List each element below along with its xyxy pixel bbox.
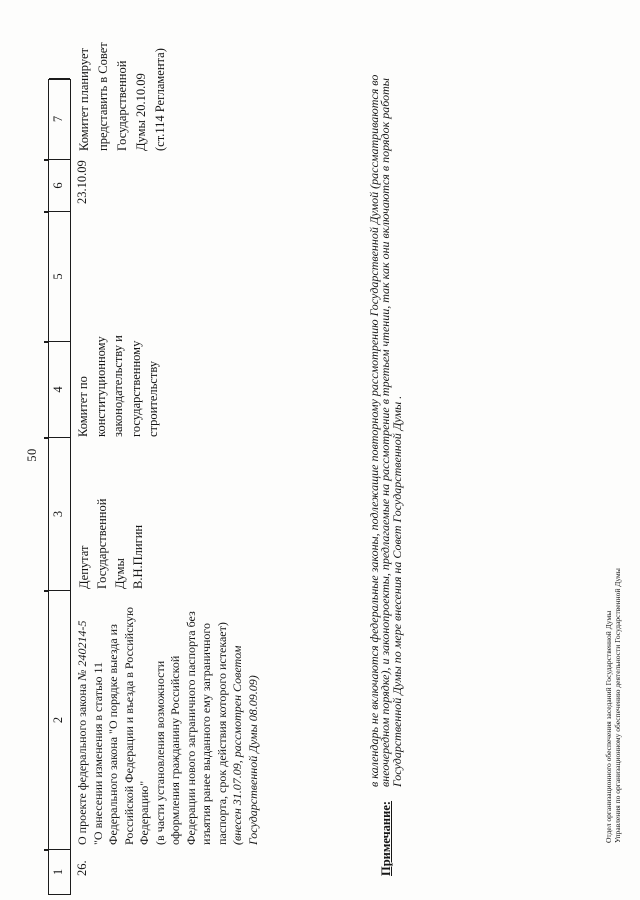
table-header-row	[48, 79, 71, 895]
footer-line: Отдел организационного обеспечения заседаний Государственной Думы	[604, 610, 613, 843]
committee-line: строительству	[146, 360, 160, 437]
header-cell-5: 5	[49, 211, 70, 341]
header-cell-4: 4	[49, 341, 70, 437]
bill-line: Федерацию"	[137, 780, 151, 845]
plan-line: Думы 20.10.09	[134, 73, 148, 151]
plan-line: представить в Совет	[96, 42, 110, 151]
bill-line: Федерального закона "О порядке выезда из	[106, 624, 120, 845]
header-cell-2: 2	[49, 590, 70, 849]
note-label: Примечание:	[378, 800, 393, 876]
plan-cell	[75, 42, 261, 160]
bill-line: "О внесении изменения в статью 11	[90, 662, 105, 845]
plan-line: Комитет планирует	[77, 48, 91, 151]
bill-line: паспорта, срок действия которого истекает)	[214, 622, 229, 845]
row-number-cell: 26.	[75, 860, 89, 876]
bill-line: (в части установления возможности	[152, 660, 167, 845]
note-text	[369, 75, 403, 787]
header-cell-6: 6	[49, 159, 70, 211]
note-block	[369, 75, 403, 876]
bill-submitted-line: Государственной Думы 08.09.09)	[245, 675, 260, 845]
committee-line: Комитет по	[76, 376, 90, 437]
committee-cell	[75, 335, 261, 438]
plan-line: (ст.114 Регламента)	[153, 48, 167, 151]
bill-cell	[75, 591, 261, 850]
header-cell-7: 7	[49, 78, 70, 159]
initiator-line: Государственной	[95, 498, 109, 589]
column-divider-tick	[44, 159, 49, 161]
initiator-line: Думы	[113, 558, 127, 589]
column-divider-tick	[44, 211, 49, 213]
calendar-table	[48, 42, 261, 895]
bill-line: изъятия ранее выданного ему заграничного	[199, 622, 213, 845]
committee-line: государственному	[128, 340, 143, 437]
date-cell: 23.10.09	[75, 160, 89, 204]
committee-line: конституционному	[93, 336, 108, 437]
initiator-cell	[75, 438, 261, 591]
note-line: Государственной Думы по мере внесения на Совет Государственной Думы .	[389, 395, 404, 787]
committee-line: законодательству и	[111, 335, 125, 437]
bill-submitted-line: (внесен 31.07.09, рассмотрен Советом	[230, 645, 244, 845]
column-divider-tick	[44, 437, 49, 439]
column-divider-tick	[44, 341, 49, 343]
table-data-row	[71, 42, 261, 895]
initiator-line: Депутат	[77, 545, 91, 589]
note-line: в календарь не включаются федеральные законы, подлежащие повторному рассмотрению Государственной Думой (рассматриваются во	[367, 74, 381, 787]
empty-cell	[75, 212, 261, 342]
page-number: 50	[25, 448, 39, 462]
plan-line: Государственной	[115, 60, 129, 151]
column-divider-tick	[44, 849, 49, 851]
bill-line: Российской Федерации и въезда в Российскую	[121, 606, 136, 845]
header-cell-3: 3	[49, 437, 70, 590]
bill-title-line: О проекте федерального закона № 240214-5	[75, 620, 89, 845]
bill-line: Федерации нового заграничного паспорта без	[183, 611, 198, 845]
column-divider-tick	[44, 590, 49, 592]
bill-line: оформления гражданину Российской	[168, 655, 182, 845]
footer-block	[604, 568, 623, 843]
note-line: внеочередном порядке), и законопроекты, предлагаемые на рассмотрение в третьем чтении, так как они включаются в порядок работы	[378, 78, 393, 787]
header-cell-1: 1	[49, 849, 70, 894]
bill-number: № 240214-5	[75, 620, 89, 681]
initiator-line: В.Н.Плигин	[131, 524, 145, 589]
footer-line: Управления по организационному обеспечению деятельности Государственной Думы	[613, 568, 623, 843]
